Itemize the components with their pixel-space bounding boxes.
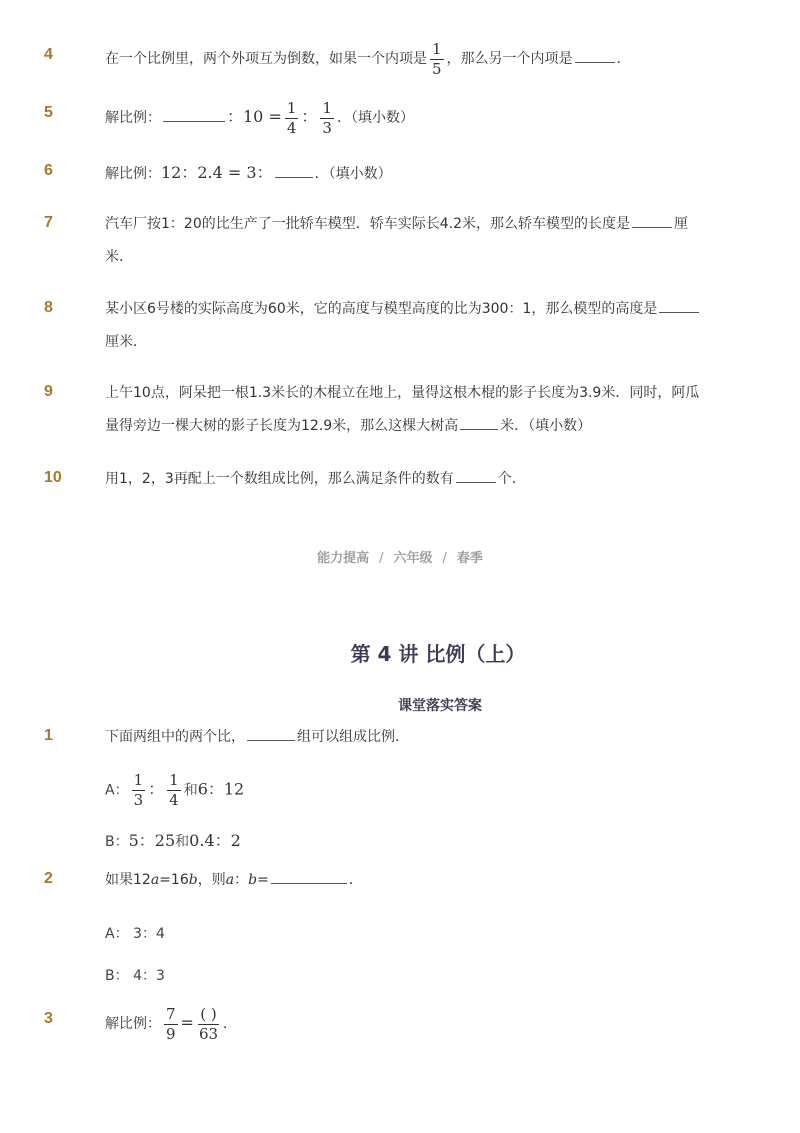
option-b[interactable]: B：5：25和0.4：2 — [105, 831, 241, 850]
question-text: 某小区6号楼的实际高度为60米，它的高度与模型高度的比为300：1，那么模型的高度是 厘米． — [105, 293, 715, 359]
footer-grade: 六年级 — [393, 551, 433, 566]
fraction: $\frac{( )}{63}$ — [198, 1004, 219, 1043]
question-text: 汽车厂按1：20的比生产了一批轿车模型．轿车实际长4.2米，那么轿车模型的长度是 厘 米． — [105, 216, 688, 265]
option-a[interactable]: A： $\frac{1}{3}$ ： $\frac{1}{4}$ 和6：12 — [105, 771, 245, 809]
answer-blank[interactable] — [247, 739, 295, 741]
question-text: 如果12a=16b，则a：b= ． — [105, 872, 363, 888]
answer-blank[interactable] — [460, 428, 498, 430]
question-text: 解比例：12：2.4 = 3： ．（填小数） — [105, 163, 392, 182]
footer-term: 春季 — [456, 551, 483, 566]
question-text: 上午10点，阿呆把一根1.3米长的木棍立在地上，量得这根木棍的影子长度为3.9米．同时，阿瓜 量得旁边一棵大树的影子长度为12.9米，那么这棵大树高 米．（填小数） — [105, 385, 700, 434]
question-number: 5 — [44, 104, 53, 121]
question-number: 3 — [44, 1010, 53, 1027]
question-number: 1 — [44, 727, 53, 744]
question-text: 在一个比例里，两个外项互为倒数，如果一个内项是 $\frac{1}{5}$ ，那么另一个内项是 ． — [105, 39, 631, 78]
answer-blank[interactable] — [163, 120, 225, 122]
footer-separator: / — [379, 551, 384, 566]
answer-blank[interactable] — [271, 882, 347, 884]
question-text: 用1，2，3再配上一个数组成比例，那么满足条件的数有 个． — [105, 471, 526, 487]
fraction: $\frac{1}{5}$ — [432, 39, 442, 78]
question-number: 7 — [44, 214, 53, 231]
fraction: $\frac{1}{3}$ — [133, 771, 144, 809]
page-footer — [0, 547, 800, 566]
footer-separator: / — [442, 551, 447, 566]
answer-blank[interactable] — [659, 311, 699, 313]
question-number: 8 — [44, 299, 53, 316]
answer-blank[interactable] — [456, 481, 496, 483]
question-number: 4 — [44, 46, 53, 63]
question-number: 10 — [44, 469, 62, 486]
option-a[interactable]: A： 3：4 — [105, 926, 165, 942]
section-title: 课堂落实答案 — [398, 698, 482, 714]
fraction: $\frac{1}{4}$ — [169, 771, 179, 809]
answer-blank[interactable] — [575, 61, 615, 63]
footer-course: 能力提高 — [317, 551, 370, 566]
answer-blank[interactable] — [275, 176, 313, 178]
fraction: $\frac{1}{4}$ — [286, 98, 297, 137]
question-text: 解比例： $\frac{7}{9}$ = $\frac{( )}{63}$ ． — [105, 1004, 238, 1043]
answer-blank[interactable] — [632, 226, 672, 228]
option-b[interactable]: B： 4：3 — [105, 968, 165, 984]
fraction: $\frac{7}{9}$ — [166, 1004, 176, 1043]
lecture-title: 第 4 讲 比例（上） — [350, 642, 526, 666]
question-text: 解比例： ：10 = $\frac{1}{4}$ ： $\frac{1}{3}$ ．（填小数） — [105, 98, 414, 137]
question-number: 6 — [44, 162, 53, 179]
question-number: 2 — [44, 870, 53, 887]
fraction: $\frac{1}{3}$ — [322, 98, 332, 137]
question-number: 9 — [44, 383, 53, 400]
question-text: 下面两组中的两个比， 组可以组成比例． — [105, 729, 409, 745]
